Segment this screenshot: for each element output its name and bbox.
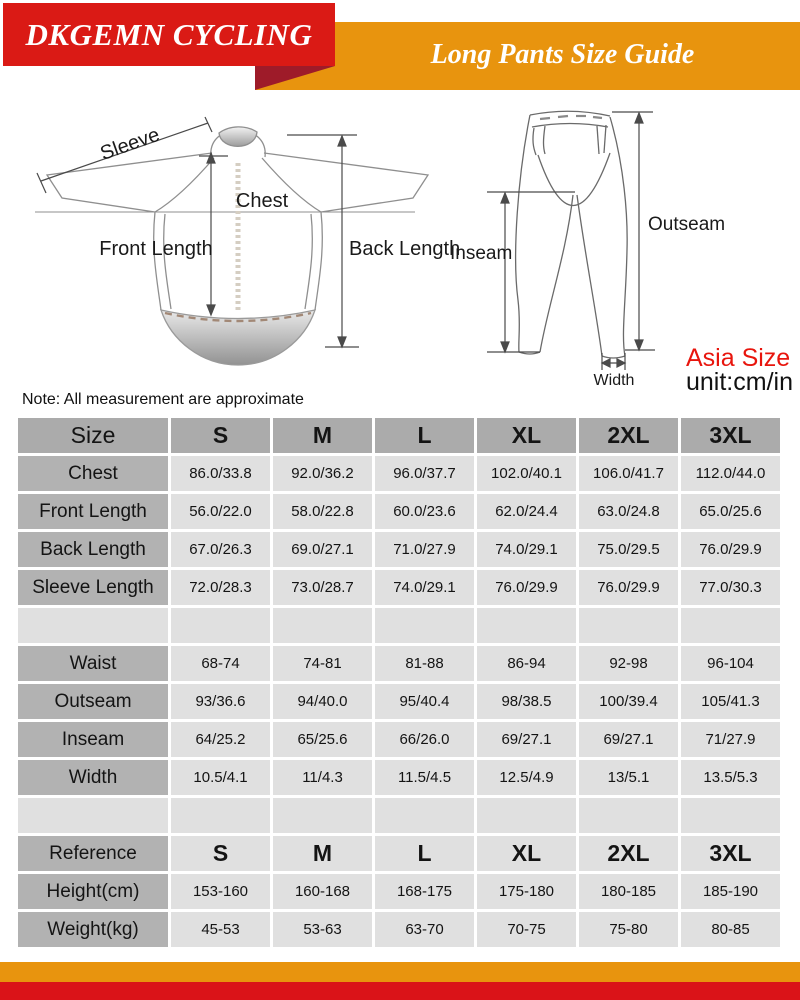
value-cell: 45-53 bbox=[171, 912, 270, 947]
row-label-cell: Weight(kg) bbox=[18, 912, 168, 947]
value-cell: 58.0/22.8 bbox=[273, 494, 372, 529]
value-cell: 13.5/5.3 bbox=[681, 760, 780, 795]
table-row-chest bbox=[18, 456, 780, 491]
value-cell: 94/40.0 bbox=[273, 684, 372, 719]
value-cell: 64/25.2 bbox=[171, 722, 270, 757]
title-banner bbox=[255, 22, 800, 90]
row-label-cell: Height(cm) bbox=[18, 874, 168, 909]
brand-banner bbox=[3, 3, 335, 66]
value-cell: 65/25.6 bbox=[273, 722, 372, 757]
value-cell: 100/39.4 bbox=[579, 684, 678, 719]
value-cell: 2XL bbox=[579, 418, 678, 453]
value-cell: XL bbox=[477, 836, 576, 871]
value-cell: S bbox=[171, 836, 270, 871]
row-label-cell bbox=[18, 608, 168, 643]
value-cell: 185-190 bbox=[681, 874, 780, 909]
value-cell bbox=[375, 798, 474, 833]
row-label-cell: Back Length bbox=[18, 532, 168, 567]
table-row-back-length bbox=[18, 532, 780, 567]
value-cell: 75-80 bbox=[579, 912, 678, 947]
value-cell: S bbox=[171, 418, 270, 453]
table-row-width bbox=[18, 760, 780, 795]
value-cell bbox=[681, 608, 780, 643]
value-cell: 73.0/28.7 bbox=[273, 570, 372, 605]
value-cell: 65.0/25.6 bbox=[681, 494, 780, 529]
jersey-front-length-label: Front Length bbox=[99, 238, 213, 260]
value-cell: L bbox=[375, 836, 474, 871]
value-cell: 2XL bbox=[579, 836, 678, 871]
value-cell: 63-70 bbox=[375, 912, 474, 947]
value-cell: M bbox=[273, 418, 372, 453]
value-cell: 11.5/4.5 bbox=[375, 760, 474, 795]
value-cell bbox=[375, 608, 474, 643]
value-cell: 86.0/33.8 bbox=[171, 456, 270, 491]
value-cell: 10.5/4.1 bbox=[171, 760, 270, 795]
row-label-cell: Inseam bbox=[18, 722, 168, 757]
row-label-cell: Size bbox=[18, 418, 168, 453]
value-cell: 62.0/24.4 bbox=[477, 494, 576, 529]
value-cell: L bbox=[375, 418, 474, 453]
unit-label: unit:cm/in bbox=[686, 368, 793, 396]
value-cell: 112.0/44.0 bbox=[681, 456, 780, 491]
value-cell: 93/36.6 bbox=[171, 684, 270, 719]
row-label-cell: Sleeve Length bbox=[18, 570, 168, 605]
row-label-cell: Front Length bbox=[18, 494, 168, 529]
value-cell: 92-98 bbox=[579, 646, 678, 681]
value-cell: 153-160 bbox=[171, 874, 270, 909]
value-cell: 56.0/22.0 bbox=[171, 494, 270, 529]
row-label-cell bbox=[18, 798, 168, 833]
value-cell: 180-185 bbox=[579, 874, 678, 909]
value-cell: XL bbox=[477, 418, 576, 453]
size-table bbox=[15, 415, 783, 950]
table-row-weight-kg- bbox=[18, 912, 780, 947]
value-cell: 67.0/26.3 bbox=[171, 532, 270, 567]
value-cell: 69/27.1 bbox=[477, 722, 576, 757]
value-cell: 106.0/41.7 bbox=[579, 456, 678, 491]
value-cell: 11/4.3 bbox=[273, 760, 372, 795]
value-cell: 80-85 bbox=[681, 912, 780, 947]
value-cell: 53-63 bbox=[273, 912, 372, 947]
value-cell: 95/40.4 bbox=[375, 684, 474, 719]
value-cell: 63.0/24.8 bbox=[579, 494, 678, 529]
value-cell: 102.0/40.1 bbox=[477, 456, 576, 491]
value-cell: 74.0/29.1 bbox=[477, 532, 576, 567]
table-row-inseam bbox=[18, 722, 780, 757]
footer-orange-bar bbox=[0, 962, 800, 982]
row-label-cell: Waist bbox=[18, 646, 168, 681]
value-cell: 71.0/27.9 bbox=[375, 532, 474, 567]
brand-name: DKGEMN CYCLING bbox=[25, 17, 313, 52]
value-cell: M bbox=[273, 836, 372, 871]
size-table-body bbox=[18, 418, 780, 947]
value-cell bbox=[273, 798, 372, 833]
value-cell: 96.0/37.7 bbox=[375, 456, 474, 491]
value-cell bbox=[477, 798, 576, 833]
value-cell: 96-104 bbox=[681, 646, 780, 681]
row-label-cell: Chest bbox=[18, 456, 168, 491]
pants-outseam-label: Outseam bbox=[648, 214, 726, 235]
table-row-outseam bbox=[18, 684, 780, 719]
value-cell: 77.0/30.3 bbox=[681, 570, 780, 605]
jersey-sleeve-label: Sleeve bbox=[97, 123, 163, 165]
table-row-spacer bbox=[18, 798, 780, 833]
measurement-note: Note: All measurement are approximate bbox=[22, 391, 304, 408]
jersey-back-length-label: Back Length bbox=[349, 238, 461, 260]
value-cell bbox=[477, 608, 576, 643]
value-cell: 71/27.9 bbox=[681, 722, 780, 757]
value-cell: 69/27.1 bbox=[579, 722, 678, 757]
value-cell: 76.0/29.9 bbox=[579, 570, 678, 605]
value-cell: 74-81 bbox=[273, 646, 372, 681]
value-cell: 76.0/29.9 bbox=[681, 532, 780, 567]
table-row-size bbox=[18, 418, 780, 453]
table-row-front-length bbox=[18, 494, 780, 529]
value-cell: 69.0/27.1 bbox=[273, 532, 372, 567]
value-cell: 70-75 bbox=[477, 912, 576, 947]
value-cell: 13/5.1 bbox=[579, 760, 678, 795]
value-cell: 3XL bbox=[681, 836, 780, 871]
value-cell bbox=[273, 608, 372, 643]
value-cell: 160-168 bbox=[273, 874, 372, 909]
value-cell bbox=[171, 798, 270, 833]
table-row-sleeve-length bbox=[18, 570, 780, 605]
page-title: Long Pants Size Guide bbox=[430, 39, 695, 70]
pants-width-label: Width bbox=[593, 372, 635, 389]
value-cell bbox=[579, 798, 678, 833]
footer-red-bar bbox=[0, 982, 800, 1000]
value-cell: 60.0/23.6 bbox=[375, 494, 474, 529]
row-label-cell: Outseam bbox=[18, 684, 168, 719]
value-cell: 12.5/4.9 bbox=[477, 760, 576, 795]
jersey-diagram bbox=[15, 95, 465, 395]
table-row-reference bbox=[18, 836, 780, 871]
value-cell: 75.0/29.5 bbox=[579, 532, 678, 567]
value-cell: 3XL bbox=[681, 418, 780, 453]
asia-size-label: Asia Size bbox=[686, 344, 791, 372]
value-cell: 98/38.5 bbox=[477, 684, 576, 719]
value-cell: 175-180 bbox=[477, 874, 576, 909]
pants-measure-lines bbox=[487, 112, 655, 370]
value-cell: 86-94 bbox=[477, 646, 576, 681]
table-row-height-cm- bbox=[18, 874, 780, 909]
value-cell: 72.0/28.3 bbox=[171, 570, 270, 605]
value-cell bbox=[171, 608, 270, 643]
value-cell: 81-88 bbox=[375, 646, 474, 681]
value-cell bbox=[681, 798, 780, 833]
value-cell: 105/41.3 bbox=[681, 684, 780, 719]
value-cell: 168-175 bbox=[375, 874, 474, 909]
value-cell bbox=[579, 608, 678, 643]
value-cell: 68-74 bbox=[171, 646, 270, 681]
row-label-cell: Width bbox=[18, 760, 168, 795]
pants-outline bbox=[516, 111, 627, 358]
row-label-cell: Reference bbox=[18, 836, 168, 871]
table-row-spacer bbox=[18, 608, 780, 643]
jersey-chest-label: Chest bbox=[235, 190, 289, 212]
table-row-waist bbox=[18, 646, 780, 681]
value-cell: 92.0/36.2 bbox=[273, 456, 372, 491]
value-cell: 74.0/29.1 bbox=[375, 570, 474, 605]
pants-inseam-label: Inseam bbox=[450, 243, 513, 264]
value-cell: 76.0/29.9 bbox=[477, 570, 576, 605]
value-cell: 66/26.0 bbox=[375, 722, 474, 757]
